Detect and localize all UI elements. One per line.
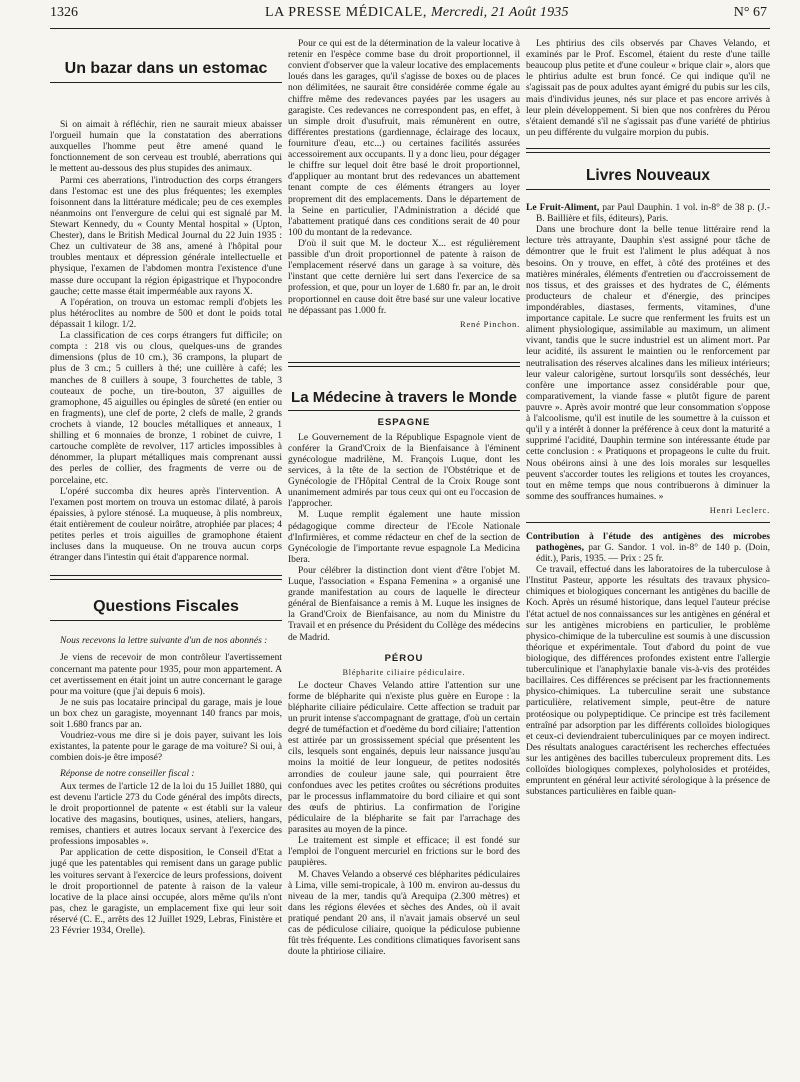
page-number: 1326 xyxy=(50,5,78,20)
paragraph: Ce travail, effectué dans les laboratoires de la tuberculose à l'Institut Pasteur, apporte les résultats des travaux physico-chimiques et biologiques concernant les antigènes du bacille de Koch. Après un résumé historique, dans lequel l'auteur précise l'état actuel de nos connaissances sur les antigènes en général et sur les antigènes microbiens en particulier, le problème physico-chimique de la tuberculine est soumis à une discussion théorique et expérimentale. Tout d'abord du point de vue biologique, des différences profondes existent entre l'allergie tuberculinique et l'anaphylaxie banale vis-à-vis des protéides bacillaires. Ces différences se précisent par les fractionnements physico-chimiques. La tuberculine serait une substance particulière, relativement simple, peut-être de nature protéosique ou polypeptidique. Ce principe est très facilement entraîné par adsorption par les différents colloïdes biologiques et ceux-ci deviendraient tuberculiniques par ce moyen indirect. Des résultats analogues caractérisent les recherches effectuées sur les antigènes des bacilles tuberculeux proprement dits. Les colloïdes biologiques complexes, polyholosides et protéides, empruntent en général leur activité sérologique à la présence de substances particulières en faible quan- xyxy=(526,564,770,798)
section-separator xyxy=(50,575,282,580)
author-signature: René Pinchon. xyxy=(460,318,520,329)
paragraph: Parmi ces aberrations, l'introduction des corps étrangers dans l'estomac est une des plus fréquentes; les exemples foisonnent dans la littérature médicale; peu de ces exemples néanmoins ont l'envergure de celui qui est signalé par M. Stewart Kennedy, du « County Mental hospital » (Upton, Chester), dans le British Medical Journal du 22 Juin 1935 : Chez un cultivateur de 38 ans, amené à l'hôpital pour troubles mentaux et dépression générale intellectuelle et physique, l'examen de l'abdomen montra l'existence d'une masse dure occupant la région épigastrique et l'hypocondre gauche; cette masse était imperméable aux rayons X. xyxy=(50,174,282,297)
country-heading-perou: PÉROU xyxy=(384,652,424,664)
paragraph: L'opéré succomba dix heures après l'intervention. A l'examen post mortem on trouva un estomac dilaté, à parois épaissies, à pylore sténosé. La muqueuse, à plis nombreux, était entièrement de couleur noirâtre, atrophiée par places; 4 petites perles et trois aiguilles de gramophone étaient incluses dans la muqueuse. On ne trouva aucun corps étranger dans l'intestin qui était d'apparence normal. xyxy=(50,485,282,564)
article-title-livres: Livres Nouveaux xyxy=(585,166,711,184)
paragraph: M. Chaves Velando a observé ces blépharites pédiculaires à Lima, ville semi-tropicale, à 100 m. environ au-dessus du niveau de la mer, tandis qu'à Arequipa (2.300 mètres) et dans les régions élevées et sèches des Andes, où il avait pratiqué pendant 20 ans, il n'avait jamais observé un seul cas de pédiculose ciliaire, quoique la pédiculose pubienne fût très fréquente. Les conditions climatiques favorisent sans doute la phtiriose ciliaire. xyxy=(288,868,520,958)
book-details: par Paul Dauphin. 1 vol. in-8° de 38 p. (J.-B. Baillière et fils, éditeurs), Paris. xyxy=(536,201,770,225)
column-right xyxy=(526,38,770,1078)
article-title-fiscales: Questions Fiscales xyxy=(93,598,239,616)
subheading-blepharite: Blépharite ciliaire pédiculaire. xyxy=(342,667,466,677)
book-reference xyxy=(526,202,770,224)
paragraph: M. Luque remplit également une haute mission pédagogique comme directeur de l'Ecole Nationale d'Infirmières, et comme rédacteur en chef de la section de Gynécologie de l'importante revue espagnole La Medicina Ibera. xyxy=(288,509,520,565)
section-separator xyxy=(526,148,770,153)
book-details: par G. Sandor. 1 vol. in-8° de 140 p. (Doin, édit.), Paris, 1935. — Prix : 25 fr. xyxy=(536,541,770,565)
masthead xyxy=(50,2,770,29)
paragraph: Je viens de recevoir de mon contrôleur l'avertissement concernant ma patente pour 1935, pour mon appartement. A cet avertissement en était joint un autre concernant le garage pour ma voiture (que j'ai depuis 6 mois). xyxy=(50,652,282,697)
paragraph: Je ne suis pas locataire principal du garage, mais je loue un box chez un garagiste, moyennant 140 francs par mois, soit 1.680 francs par an. xyxy=(50,696,282,731)
paragraph: La classification de ces corps étrangers fut difficile; on compta : 218 vis ou clous, quelques-uns de grandes dimensions (plus de 10 cm.), 36 crampons, la plupart de plus de 3 cm.; 5 cuillers à thé; une cuillère à café; les manches de 8 cuillers à soupe, 3 fourchettes de table, 3 couteaux de poche, un tire-bouton, 37 aiguilles de gramophone, 45 aiguilles ou épingles de sûreté (en entier ou en fragments), une clef de porte, 2 clefs de malle, 2 grands crochets à viande, 12 boucles métalliques et anneaux, 1 shilling et 6 monnaies de bronze, 1 robinet de cuivre, 1 cartouche complète de revolver, 117 articles impossibles à dénommer, la plupart métalliques mais comprenant aussi des perles de collier, des fragments de verre ou de porcelaine, etc. xyxy=(50,330,282,486)
paragraph: Le traitement est simple et efficace; il est fondé sur l'emploi de l'onguent mercuriel en frictions sur le bord des paupières. xyxy=(288,835,520,869)
paragraph: Pour ce qui est de la détermination de la valeur locative à retenir en l'espèce comme base du droit proportionnel, il convient d'observer que la valeur locative des emplacements loués dans les garages, qu'il s'agisse de boxes ou de places non délimitées, ne saurait être considérée comme égale au chiffre même des redevances payées par les usagers au garagiste. Ces redevances ne correspondent pas, en effet, à un simple droit d'usufruit, mais rémunèrent en outre, différentes prestations (gardiennage, éclairage des locaux, fourniture d'eau, etc...) ou certaines facilités assurées accessoirement aux occupants. Il y a donc lieu, pour dégager le chiffre sur lequel doit être basé le droit proportionnel, d'appliquer au montant brut des redevances un abattement tenant compte de ces éléments étrangers au loyer proprement dit des emplacements. Dans le département de la Seine en particulier, l'Administration a décidé que l'abattement pratiqué dans ces conditions serait de 40 pour 100 du montant de la redevance. xyxy=(288,38,520,238)
paragraph: Pour célébrer la distinction dont vient d'être l'objet M. Luque, l'association « Espana Femenina » a organisé une grande manifestation au cours de laquelle le directeur général de Bienfaisance a remis à M. Luque les insignes de la Grand'Croix de Bienfaisance, au nom du Ministre du Travail et en présence du Président du Collège des médecins de Madrid. xyxy=(288,564,520,643)
title-rule xyxy=(526,189,770,190)
book-review-fruit xyxy=(526,202,770,516)
issue-date: Mercredi, 21 Août 1935 xyxy=(431,5,569,20)
article-fiscales-continued xyxy=(288,38,520,330)
article-monde xyxy=(288,417,520,958)
paragraph: Les phtirius des cils observés par Chaves Velando, et examinés par le Prof. Escomel, étaient du reste d'une taille beaucoup plus petite et d'une couleur « brique clair », alors que le phtirius adulte est brun foncé. Ce qui indique qu'il ne s'agissait pas de poux adultes ayant émigré du pubis sur les cils, mais d'individus jeunes, nés sur place et pas encore arrivés à leur plein développement. Si bien que nos confrères du Pérou s'étaient demandé s'il ne s'agissait pas d'une variété de phtirius un peu différente du vulgaire morpion du pubis. xyxy=(526,38,770,138)
paragraph: Aux termes de l'article 12 de la loi du 15 Juillet 1880, qui est devenu l'article 273 du Code général des impôts directs, le droit proportionnel de patente « est établi sur la valeur locative des magasins, boutiques, usines, ateliers, hangars, remises, chantiers et autres locaux servant à l'exercice des professions imposables ». xyxy=(50,780,282,848)
article-title-monde: La Médecine à travers le Monde xyxy=(291,388,517,406)
book-reference xyxy=(526,531,770,564)
paragraph: Voudriez-vous me dire si je dois payer, suivant les lois existantes, la patente pour le garage de ma voiture? Si oui, à combien dois-je être imposé? xyxy=(50,730,282,764)
journal-title xyxy=(265,5,569,21)
paragraph: Dans une brochure dont la belle tenue littéraire rend la lecture très attrayante, Dauphin s'est assigné pour tâche de démontrer que le fruit est l'aliment le plus adéquat à nos besoins. On y trouve, en effet, à côté des protéines et des matières minérales, éléments d'entretien ou d'accroissement de nos tissus, et des graisses et des hydrates de C, éléments producteurs de chaleur et d'énergie, des principes impondérables, diastases, ferments, vitamines, d'une importance capitale. Le sucre que renferment les fruits est un aliment physiologique, assimilable au maximum, un aliment vivant, tandis que le sucre industriel est un aliment mort. Par leur acidité, ils assurent le maintien ou le renforcement par neutralisation des réserves alcalines dans les milieux intérieurs; leur valeur calorigène, surtout lorsqu'ils sont desséchés, leur confère une importance assez considérable pour que, comparativement, la viande fasse « plutôt figure de parent pauvre ». Après avoir montré que leur consommation s'oppose à l'alcoolisme, qu'il est inutile de les soumettre à la cuisson et qu'il y a intérêt à donner la préférence à ceux dont la maturité a supprimé l'acidité, Dauphin termine son intéressante étude par cette conclusion : « Pratiquons et propageons le culte du fruit. Nous obéirons ainsi à une des lois morales sur lesquelles peuvent s'accorder toutes les religions et toutes les croyances, tout en même temps que nous contribuerons à diminuer la somme des souffrances humaines. » xyxy=(526,224,770,502)
letter-intro: Nous recevons la lettre suivante d'un de nos abonnés : xyxy=(60,635,268,647)
book-title: Contribution à l'étude des antigènes des microbes pathogènes, xyxy=(526,530,770,553)
column-left xyxy=(50,38,282,1078)
book-review-antigenes xyxy=(526,531,770,798)
section-separator xyxy=(288,362,520,367)
title-rule xyxy=(50,82,282,83)
column-middle xyxy=(288,38,520,1078)
author-signature: Henri Leclerc. xyxy=(709,504,770,515)
article-monde-continued xyxy=(526,38,770,138)
paragraph: Si on aimait à réfléchir, rien ne saurait mieux abaisser l'orgueil humain que la constatation des aberrations auxquelles l'homme peut être amené quand le fonctionnement de son cerveau est troublé, aberrations qui le mettent au-dessous des plus stupides des animaux. xyxy=(50,119,282,175)
article-fiscales xyxy=(50,635,282,936)
paragraph: Le Gouvernement de la République Espagnole vient de conférer la Grand'Croix de la Bienfaisance à l'éminent gynécologue madrilène, M. François Luque, dont les services, à la tête de la section de l'Obstétrique et de Gynécologie de l'Hôpital Central de la Croix Rouge sont unanimement admirés par tous ceux qui ont eu l'occasion de l'approcher. xyxy=(288,431,520,510)
reply-heading: Réponse de notre conseiller fiscal : xyxy=(60,767,195,779)
paragraph: Par application de cette disposition, le Conseil d'Etat a jugé que les patentables qui remisent dans un garage public les voitures servant à l'exercice de leurs professions, doivent le droit proportionnel de patente à raison de la valeur locative de la place ainsi occupée, alors même qu'ils n'ont pas, chez le garagiste, un emplacement fixe qui leur soit réservé (C. E., arrêts des 12 Juillet 1929, Lebras, Finistère et 23 Février 1934, Orelle). xyxy=(50,847,282,937)
paragraph: Le docteur Chaves Velando attire l'attention sur une forme de blépharite qui n'existe plus guère en Europe : la blépharite ciliaire pédiculaire. Cette affection se traduit par un prurit intense s'accompagnant de grattage, d'où un certain degré de tuméfaction et d'oedème du bord ciliaire; l'attention est attirée par un grossissement spécial que présentent les cils, lesquels sont engainés, depuis leur naissance jusqu'au moins la moitié de leur longueur, de petites nodosités arrondies de couleur jaune sale, qui pourraient être confondues avec les petites croûtes ou sécrétions produites par le processus inflammatoire du bord ciliaire et qui sont des œufs de phtirius. La confirmation de l'origine pédiculaire de la blépharite se fait par l'arrachage des parasites au moyen de la pince. xyxy=(288,679,520,836)
article-title-bazar: Un bazar dans un estomac xyxy=(64,60,268,77)
review-separator xyxy=(526,522,770,523)
title-rule xyxy=(50,620,282,621)
book-title: Le Fruit-Aliment, xyxy=(526,201,600,213)
title-rule xyxy=(288,410,520,411)
country-heading-espagne: ESPAGNE xyxy=(377,416,431,428)
article-bazar xyxy=(50,119,282,563)
issue-number: N° 67 xyxy=(733,5,767,20)
paragraph: D'où il suit que M. le docteur X... est régulièrement passible d'un droit proportionnel de patente à raison de l'emplacement réservé dans un garage à sa voiture, dès l'instant que cette dernière lui sert dans l'exercice de sa profession, et que, pour un loyer de 1.680 fr. par an, le droit proportionnel en cause doit être basé sur une valeur locative ne dépassant pas 1.000 fr. xyxy=(288,237,520,316)
paragraph: A l'opération, on trouva un estomac rempli d'objets les plus hétéroclites au nombre de 500 et dont le poids total dépassait 1 kilogr. 1/2. xyxy=(50,296,282,330)
journal-name: LA PRESSE MÉDICALE, xyxy=(265,5,427,20)
